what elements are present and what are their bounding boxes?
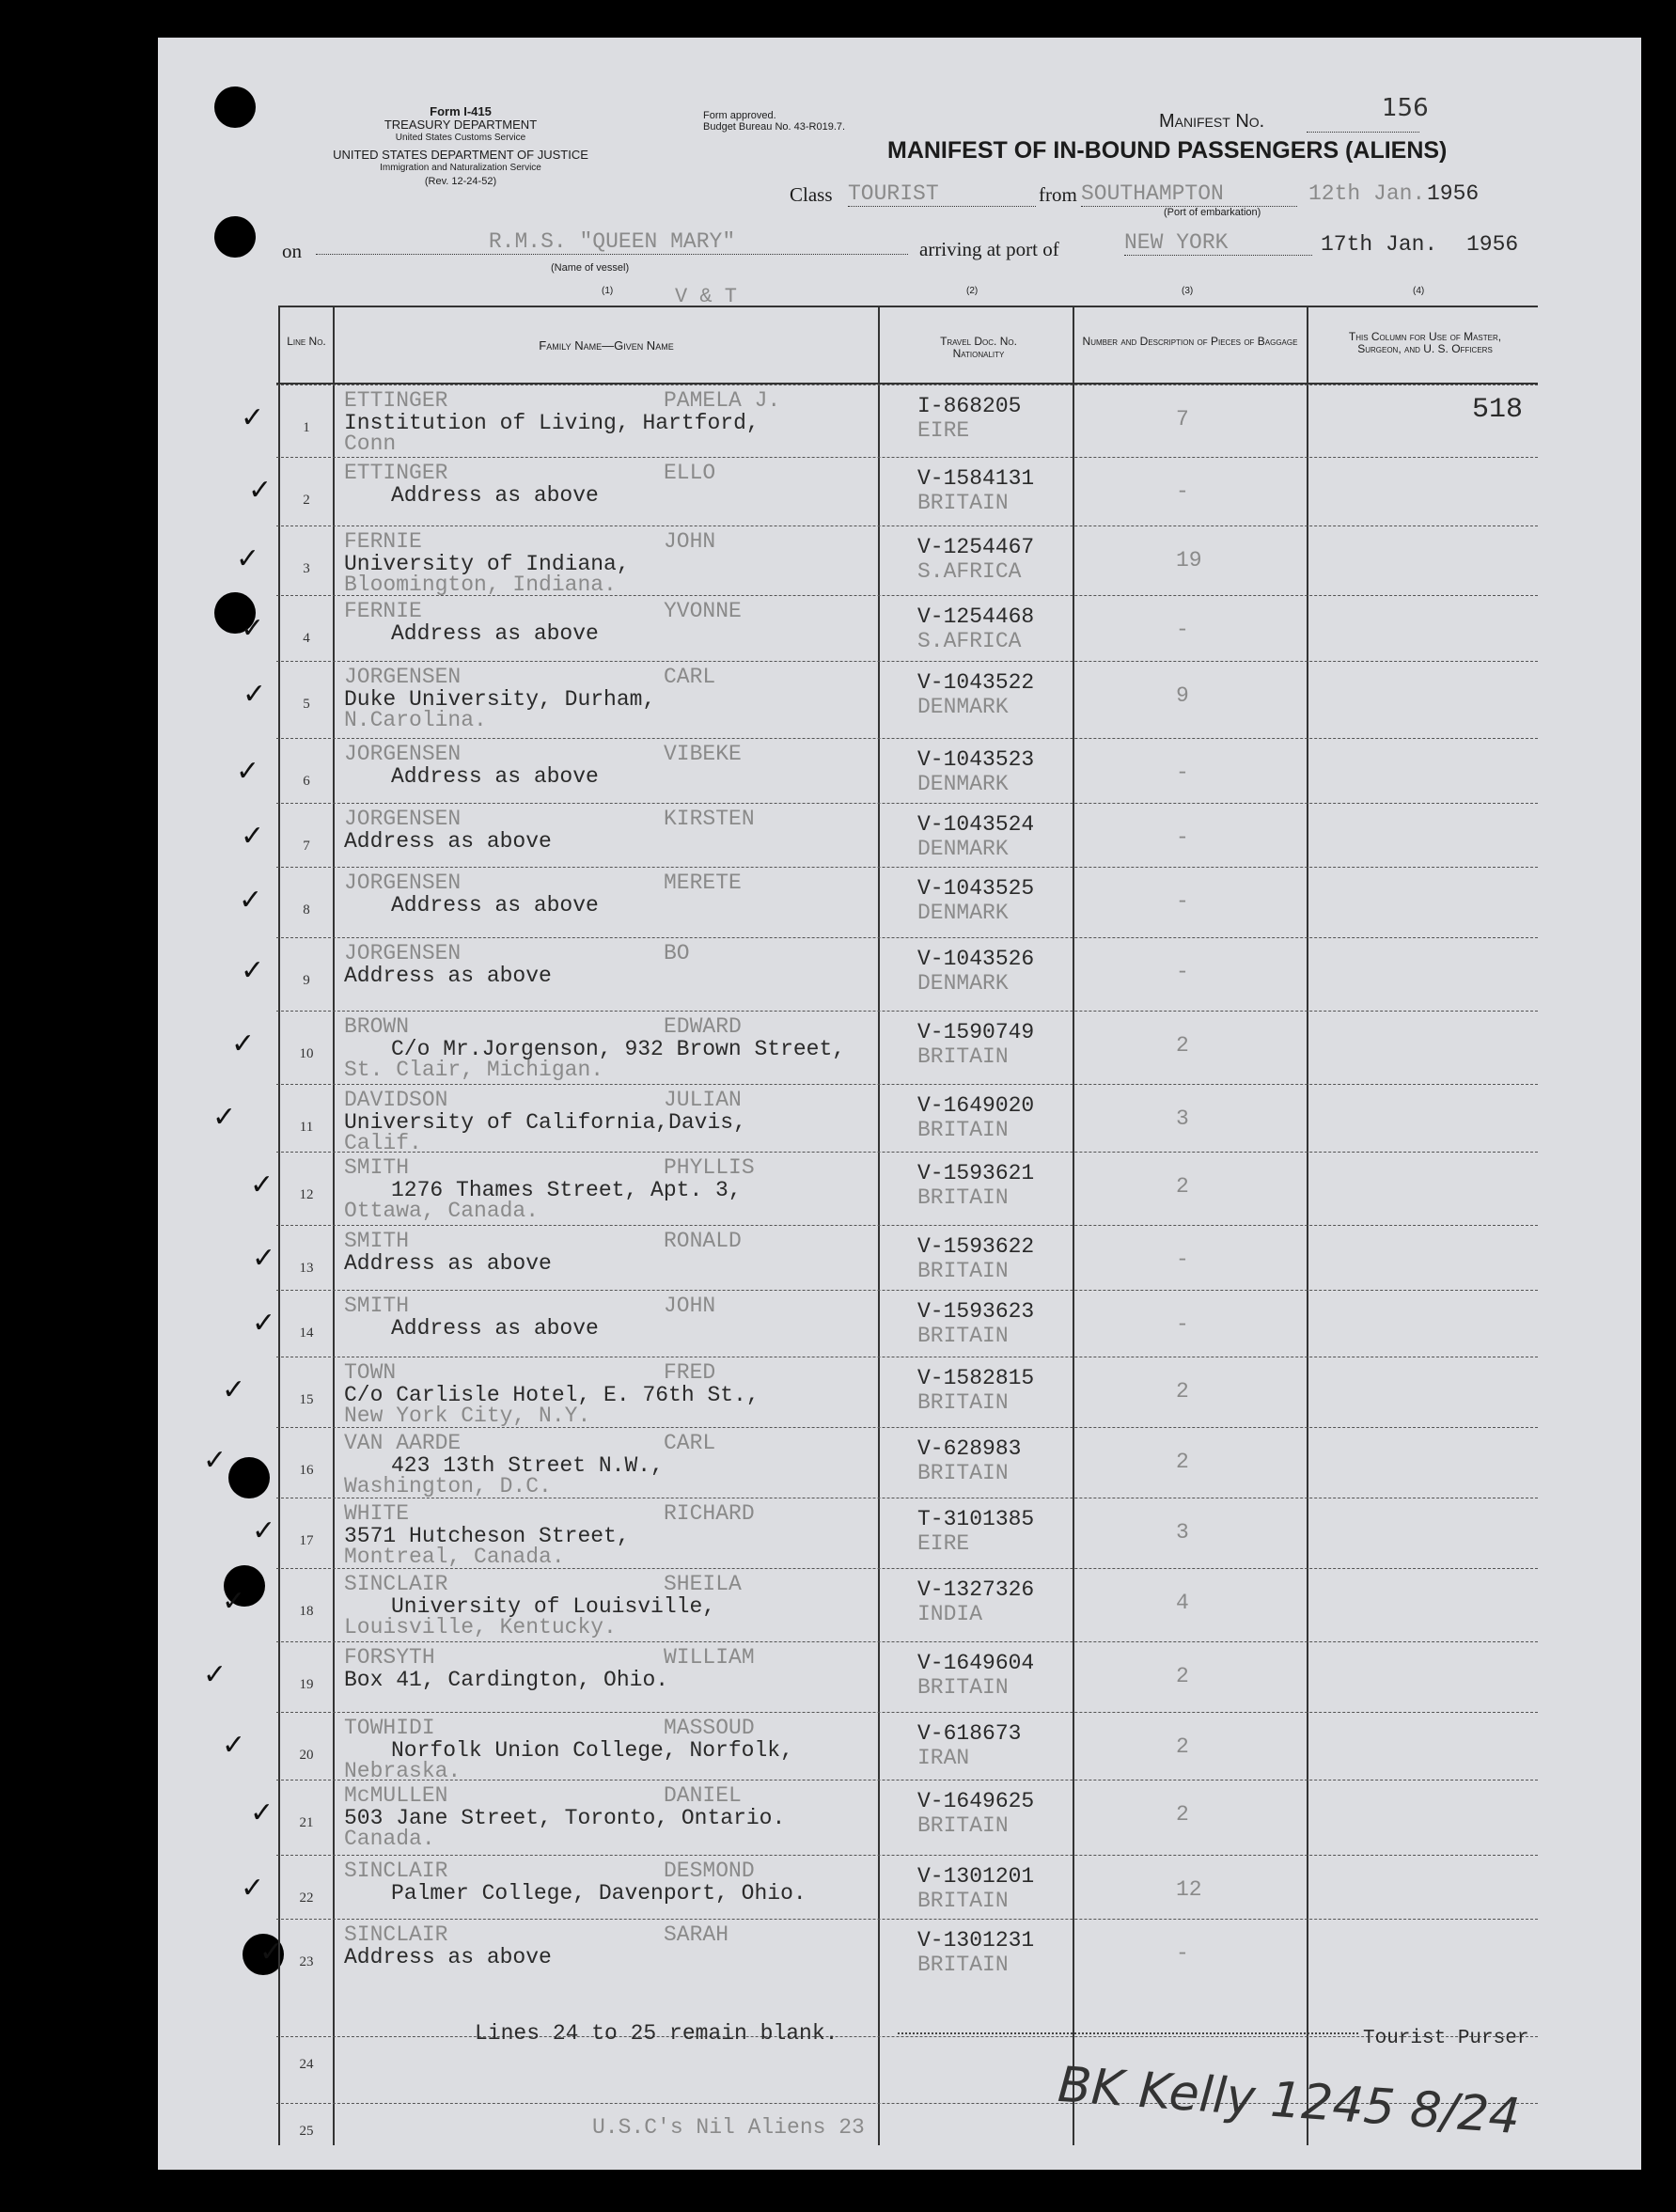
baggage-count: 2 — [1176, 1033, 1189, 1058]
travel-doc-no: V-1593622 — [917, 1234, 1035, 1259]
given-name: DESMOND — [664, 1859, 755, 1883]
baggage-count: 12 — [1176, 1877, 1202, 1902]
baggage-count: - — [1176, 825, 1189, 850]
col-name: Family Name—Given Name — [539, 338, 674, 353]
nationality: S.AFRICA — [917, 559, 1022, 584]
row-rule — [276, 595, 1538, 596]
travel-doc-no: V-1301231 — [917, 1928, 1035, 1953]
family-name: BROWN — [344, 1014, 410, 1039]
row-rule — [276, 1568, 1538, 1569]
travel-doc-no: V-1254468 — [917, 604, 1035, 629]
row-rule — [276, 1225, 1538, 1226]
address-line-1: Address as above — [391, 483, 599, 508]
manifest-no-line — [1307, 132, 1419, 133]
given-name: YVONNE — [664, 599, 742, 623]
family-name: SINCLAIR — [344, 1922, 448, 1947]
row-rule — [276, 2036, 1538, 2037]
passenger-table — [203, 306, 1538, 2145]
row-rule — [276, 937, 1538, 938]
line-number: 6 — [303, 774, 310, 789]
family-name: JORGENSEN — [344, 742, 462, 766]
address-line-1: Palmer College, Davenport, Ohio. — [391, 1881, 807, 1906]
nationality: BRITAIN — [917, 1675, 1009, 1700]
travel-doc-no: V-1649020 — [917, 1093, 1035, 1118]
checkmark-icon: ✓ — [239, 884, 263, 917]
checkmark-icon: ✓ — [250, 1169, 274, 1201]
baggage-count: - — [1176, 479, 1189, 504]
baggage-count: - — [1176, 889, 1189, 914]
line-number: 23 — [299, 1954, 314, 1969]
arriving-label: arriving at port of — [919, 238, 1059, 260]
family-name: FERNIE — [344, 599, 422, 623]
travel-doc-no: V-1593621 — [917, 1161, 1035, 1185]
vessel-name: R.M.S. "QUEEN MARY" — [316, 229, 908, 255]
travel-doc-no: V-1254467 — [917, 535, 1035, 559]
address-line-1: Norfolk Union College, Norfolk, — [391, 1738, 793, 1763]
line-number: 4 — [303, 631, 310, 646]
line-number: 11 — [299, 1120, 314, 1135]
row-rule — [276, 384, 1538, 385]
given-name: MASSOUD — [664, 1716, 755, 1740]
blank-lines-note: Lines 24 to 25 remain blank. — [475, 2021, 838, 2046]
justice-department: UNITED STATES DEPARTMENT OF JUSTICE — [333, 148, 588, 162]
address-line-1: Address as above — [344, 1251, 552, 1276]
address-line-1: University of California,Davis, — [344, 1110, 746, 1135]
family-name: TOWHIDI — [344, 1716, 435, 1740]
col-border — [1073, 307, 1074, 2145]
row-rule — [276, 738, 1538, 739]
baggage-count: 3 — [1176, 1106, 1189, 1131]
line-number: 17 — [299, 1533, 314, 1548]
nationality: DENMARK — [917, 695, 1009, 719]
line-number: 22 — [299, 1890, 314, 1906]
travel-doc-no: V-1043526 — [917, 947, 1035, 971]
family-name: TOWN — [344, 1360, 397, 1385]
baggage-count: 2 — [1176, 1664, 1189, 1688]
family-name: ETTINGER — [344, 388, 448, 413]
line-number: 5 — [303, 697, 310, 712]
revision: (Rev. 12-24-52) — [424, 176, 497, 187]
nationality: BRITAIN — [917, 491, 1009, 515]
given-name: PAMELA J. — [664, 388, 781, 413]
line-number: 15 — [299, 1392, 314, 1407]
nationality: DENMARK — [917, 971, 1009, 996]
from-label: from — [1039, 183, 1077, 206]
travel-doc-no: V-1301201 — [917, 1864, 1035, 1889]
family-name: DAVIDSON — [344, 1088, 448, 1112]
given-name: SARAH — [664, 1922, 729, 1947]
address-line-2: Louisville, Kentucky. — [344, 1615, 617, 1639]
baggage-count: 2 — [1176, 1379, 1189, 1404]
family-name: JORGENSEN — [344, 807, 462, 831]
nationality: DENMARK — [917, 772, 1009, 796]
line-number: 18 — [299, 1604, 314, 1619]
embark-date: 12th Jan. — [1308, 181, 1426, 206]
address-line-1: Address as above — [344, 1945, 552, 1969]
checkmark-icon: ✓ — [222, 1729, 246, 1762]
arrival-year: 1956 — [1466, 232, 1519, 257]
travel-doc-no: V-1582815 — [917, 1366, 1035, 1390]
punch-hole — [214, 216, 256, 258]
address-line-1: 503 Jane Street, Toronto, Ontario. — [344, 1806, 786, 1830]
embark-year: 1956 — [1427, 181, 1480, 206]
nationality: BRITAIN — [917, 1185, 1009, 1210]
line-number: 13 — [299, 1261, 314, 1276]
vt-stamp: V & T — [675, 285, 738, 308]
travel-doc-no: V-1043522 — [917, 670, 1035, 695]
checkmark-icon: ✓ — [241, 820, 265, 853]
nationality: BRITAIN — [917, 1390, 1009, 1415]
address-line-1: 3571 Hutcheson Street, — [344, 1524, 630, 1548]
nationality: BRITAIN — [917, 1889, 1009, 1913]
checkmark-icon: ✓ — [241, 954, 265, 987]
given-name: WILLIAM — [664, 1645, 755, 1670]
baggage-count: 3 — [1176, 1520, 1189, 1545]
col1-number: (1) — [602, 286, 614, 296]
col-border — [278, 307, 280, 2145]
row-rule — [276, 457, 1538, 458]
customs-service: United States Customs Service — [395, 133, 526, 143]
address-line-2: Canada. — [344, 1827, 435, 1851]
nationality: DENMARK — [917, 901, 1009, 925]
officer-note: 518 — [1472, 394, 1524, 426]
address-line-1: Address as above — [344, 964, 552, 988]
col4-number: (4) — [1413, 286, 1425, 296]
family-name: JORGENSEN — [344, 871, 462, 895]
baggage-count: - — [1176, 1247, 1189, 1272]
col-travel-doc: Travel Doc. No. Nationality — [940, 335, 1017, 360]
row-rule — [276, 1427, 1538, 1428]
address-line-2: New York City, N.Y. — [344, 1404, 591, 1428]
checkmark-icon: ✓ — [252, 1307, 276, 1340]
family-name: JORGENSEN — [344, 941, 462, 965]
address-line-1: Duke University, Durham, — [344, 687, 656, 712]
family-name: ETTINGER — [344, 461, 448, 485]
baggage-count: 2 — [1176, 1734, 1189, 1759]
travel-doc-no: V-1043525 — [917, 876, 1035, 901]
line-number: 16 — [299, 1463, 314, 1478]
given-name: RONALD — [664, 1229, 742, 1253]
signature: BK Kelly 1245 8/24 — [1056, 2056, 1522, 2146]
given-name: BO — [664, 941, 690, 965]
treasury-department: TREASURY DEPARTMENT — [384, 118, 538, 132]
address-line-2: Washington, D.C. — [344, 1474, 552, 1498]
baggage-count: - — [1176, 618, 1189, 642]
checkmark-icon: ✓ — [222, 1373, 246, 1406]
family-name: WHITE — [344, 1501, 410, 1526]
given-name: RICHARD — [664, 1501, 755, 1526]
checkmark-icon: ✓ — [236, 755, 260, 788]
baggage-count: - — [1176, 1312, 1189, 1337]
baggage-count: - — [1176, 960, 1189, 984]
address-line-2: Calif. — [344, 1131, 422, 1155]
baggage-count: 4 — [1176, 1591, 1189, 1615]
travel-doc-no: V-1593623 — [917, 1299, 1035, 1324]
row-rule — [276, 1084, 1538, 1085]
given-name: JULIAN — [664, 1088, 742, 1112]
punch-hole — [214, 86, 256, 128]
checkmark-icon: ✓ — [241, 612, 265, 645]
travel-doc-no: V-1649625 — [917, 1789, 1035, 1813]
line-number: 2 — [303, 493, 310, 508]
checkmark-icon: ✓ — [248, 474, 273, 507]
nationality: EIRE — [917, 1531, 970, 1556]
nationality: BRITAIN — [917, 1044, 1009, 1069]
line-number: 24 — [299, 2057, 314, 2072]
nationality: BRITAIN — [917, 1324, 1009, 1348]
nationality: BRITAIN — [917, 1953, 1009, 1977]
tourist-purser: Tourist Purser — [1363, 2028, 1529, 2049]
family-name: SINCLAIR — [344, 1859, 448, 1883]
row-rule — [276, 661, 1538, 662]
line-number: 21 — [299, 1815, 314, 1830]
form-number: Form I-415 — [430, 104, 492, 118]
from-value: SOUTHAMPTON — [1081, 181, 1297, 207]
baggage-count: 2 — [1176, 1450, 1189, 1474]
baggage-count: 2 — [1176, 1802, 1189, 1827]
on-label: on — [282, 240, 302, 262]
checkmark-icon: ✓ — [241, 1872, 265, 1905]
family-name: SMITH — [344, 1155, 410, 1180]
manifest-title: MANIFEST OF IN-BOUND PASSENGERS (ALIENS) — [887, 137, 1448, 164]
nationality: BRITAIN — [917, 1813, 1009, 1838]
family-name: SMITH — [344, 1229, 410, 1253]
family-name: FORSYTH — [344, 1645, 435, 1670]
port-caption: (Port of embarkation) — [1164, 207, 1261, 218]
checkmark-icon: ✓ — [236, 542, 260, 575]
col2-number: (2) — [966, 286, 979, 296]
nationality: DENMARK — [917, 837, 1009, 861]
col-officers: This Column for Use of Master, Surgeon, and U. S. Officers — [1348, 330, 1502, 355]
baggage-count: 7 — [1176, 407, 1189, 431]
checkmark-icon: ✓ — [243, 678, 267, 711]
given-name: CARL — [664, 1431, 716, 1455]
checkmark-icon: ✓ — [259, 1936, 284, 1969]
travel-doc-no: V-1584131 — [917, 466, 1035, 491]
blank-fill-line — [898, 2032, 1358, 2034]
line-number: 7 — [303, 839, 310, 854]
address-line-1: Box 41, Cardington, Ohio. — [344, 1668, 669, 1692]
address-line-2: Nebraska. — [344, 1759, 462, 1783]
line-number: 1 — [303, 420, 310, 435]
baggage-count: - — [1176, 761, 1189, 785]
row-rule — [276, 1011, 1538, 1012]
line-number: 19 — [299, 1677, 314, 1692]
address-line-1: C/o Mr.Jorgenson, 932 Brown Street, — [391, 1037, 846, 1061]
checkmark-icon: ✓ — [252, 1242, 276, 1275]
address-line-2: Ottawa, Canada. — [344, 1199, 540, 1223]
family-name: McMULLEN — [344, 1783, 448, 1808]
address-line-1: Address as above — [391, 621, 599, 646]
given-name: PHYLLIS — [664, 1155, 755, 1180]
nationality: S.AFRICA — [917, 629, 1022, 653]
line-number: 14 — [299, 1326, 314, 1341]
family-name: SMITH — [344, 1294, 410, 1318]
given-name: VIBEKE — [664, 742, 742, 766]
nationality: BRITAIN — [917, 1259, 1009, 1283]
row-rule — [276, 1919, 1538, 1920]
row-rule — [276, 1855, 1538, 1856]
row-rule — [276, 1712, 1538, 1713]
travel-doc-no: V-628983 — [917, 1436, 1022, 1461]
address-line-1: 423 13th Street N.W., — [391, 1453, 664, 1478]
line-number: 10 — [299, 1046, 314, 1061]
row-rule — [276, 803, 1538, 804]
nationality: INDIA — [917, 1602, 983, 1626]
address-line-1: Institution of Living, Hartford, — [344, 411, 760, 435]
line-number: 20 — [299, 1748, 314, 1763]
checkmark-icon: ✓ — [252, 1514, 276, 1547]
address-line-2: St. Clair, Michigan. — [344, 1058, 604, 1082]
baggage-count: 2 — [1176, 1174, 1189, 1199]
row-rule — [276, 1290, 1538, 1291]
given-name: MERETE — [664, 871, 742, 895]
baggage-count: 19 — [1176, 548, 1202, 573]
class-value: TOURIST — [848, 181, 1036, 207]
line-number: 12 — [299, 1187, 314, 1202]
travel-doc-no: V-1043524 — [917, 812, 1035, 837]
given-name: KIRSTEN — [664, 807, 755, 831]
line-number: 3 — [303, 561, 310, 576]
address-line-1: Address as above — [391, 764, 599, 789]
address-line-1: University of Louisville, — [391, 1594, 716, 1619]
travel-doc-no: T-3101385 — [917, 1507, 1035, 1531]
summary-line: U.S.C's Nil Aliens 23 — [592, 2115, 865, 2140]
family-name: SINCLAIR — [344, 1572, 448, 1596]
baggage-count: - — [1176, 1941, 1189, 1966]
budget-bureau-no: Budget Bureau No. 43-R019.7. — [703, 121, 846, 133]
nationality: EIRE — [917, 418, 970, 443]
address-line-1: Address as above — [344, 829, 552, 854]
checkmark-icon: ✓ — [203, 1658, 227, 1691]
travel-doc-no: V-1590749 — [917, 1020, 1035, 1044]
col-border — [878, 307, 880, 2145]
row-rule — [276, 1780, 1538, 1781]
family-name: VAN AARDE — [344, 1431, 462, 1455]
checkmark-icon: ✓ — [241, 401, 265, 434]
travel-doc-no: V-1649604 — [917, 1651, 1035, 1675]
form-approved: Form approved. — [703, 110, 776, 121]
nationality: BRITAIN — [917, 1461, 1009, 1485]
col-baggage: Number and Description of Pieces of Baggage — [1082, 335, 1298, 348]
col3-number: (3) — [1182, 286, 1194, 296]
address-line-1: Address as above — [391, 1316, 599, 1341]
nationality: IRAN — [917, 1746, 970, 1770]
given-name: DANIEL — [664, 1783, 742, 1808]
baggage-count: 9 — [1176, 683, 1189, 708]
punch-hole — [228, 1457, 270, 1498]
form-header-left — [282, 105, 639, 188]
checkmark-icon: ✓ — [231, 1028, 256, 1060]
address-line-1: C/o Carlisle Hotel, E. 76th St., — [344, 1383, 760, 1407]
manifest-no-value: 156 — [1382, 94, 1429, 122]
travel-doc-no: V-618673 — [917, 1721, 1022, 1746]
line-number: 9 — [303, 973, 310, 988]
given-name: ELLO — [664, 461, 716, 485]
given-name: CARL — [664, 665, 716, 689]
given-name: EDWARD — [664, 1014, 742, 1039]
given-name: SHEILA — [664, 1572, 742, 1596]
address-line-1: Address as above — [391, 893, 599, 918]
address-line-2: Conn — [344, 431, 397, 456]
row-rule — [276, 1152, 1538, 1153]
row-rule — [276, 867, 1538, 868]
travel-doc-no: V-1043523 — [917, 747, 1035, 772]
address-line-1: University of Indiana, — [344, 552, 630, 576]
travel-doc-no: V-1327326 — [917, 1577, 1035, 1602]
checkmark-icon: ✓ — [250, 1796, 274, 1829]
address-line-2: Montreal, Canada. — [344, 1545, 565, 1569]
family-name: JORGENSEN — [344, 665, 462, 689]
immigration-service: Immigration and Naturalization Service — [380, 163, 541, 173]
line-number: 8 — [303, 902, 310, 918]
row-rule — [276, 1641, 1538, 1642]
line-number: 25 — [299, 2124, 314, 2139]
col-line-no: Line No. — [287, 335, 326, 348]
address-line-2: N.Carolina. — [344, 708, 487, 732]
col-border — [333, 307, 335, 2145]
given-name: FRED — [664, 1360, 716, 1385]
given-name: JOHN — [664, 529, 716, 554]
arrival-port: NEW YORK — [1124, 230, 1312, 256]
given-name: JOHN — [664, 1294, 716, 1318]
family-name: FERNIE — [344, 529, 422, 554]
arrival-date: 17th Jan. — [1321, 232, 1438, 257]
class-label: Class — [790, 183, 833, 206]
col-border — [1307, 307, 1308, 2145]
nationality: BRITAIN — [917, 1118, 1009, 1142]
checkmark-icon: ✓ — [222, 1585, 246, 1618]
checkmark-icon: ✓ — [203, 1444, 227, 1477]
address-line-2: Bloomington, Indiana. — [344, 573, 617, 597]
address-line-1: 1276 Thames Street, Apt. 3, — [391, 1178, 742, 1202]
travel-doc-no: I-868205 — [917, 394, 1022, 418]
form-approval — [703, 110, 845, 133]
checkmark-icon: ✓ — [212, 1101, 237, 1134]
vessel-caption: (Name of vessel) — [551, 262, 630, 274]
manifest-no-label: Manifest No. — [1159, 111, 1265, 132]
